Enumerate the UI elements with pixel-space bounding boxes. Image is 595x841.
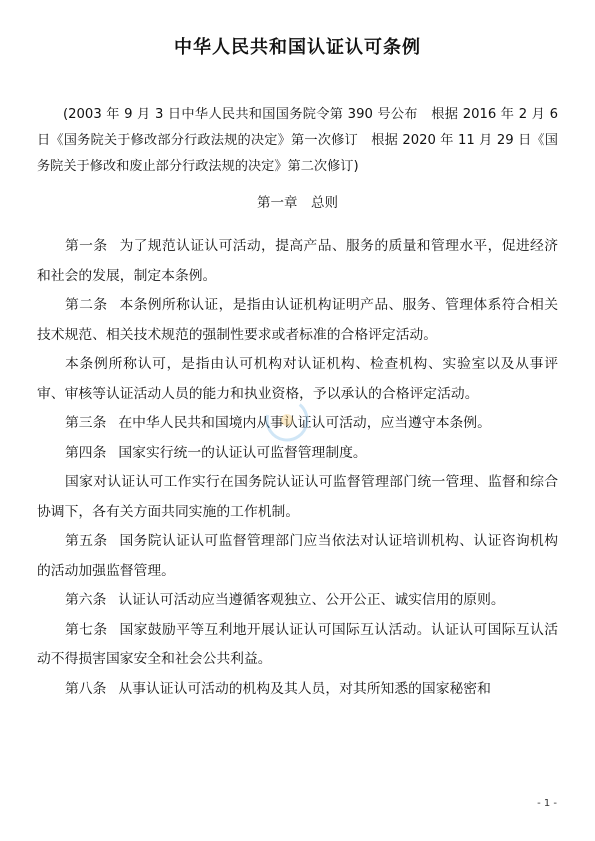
- article-5: [37, 527, 558, 586]
- article-text: 为了规范认证认可活动，提高产品、服务的质量和管理水平，促进经济和社会的发展，制定本条例。: [37, 238, 559, 284]
- article-text: 国家对认证认可工作实行在国务院认证认可监督管理部门统一管理、监督和综合协调下，各有关方面共同实施的工作机制。: [37, 474, 558, 520]
- article-7: [37, 616, 558, 675]
- article-label: 第八条: [65, 680, 107, 697]
- article-text: 国务院认证认可监督管理部门应当依法对认证培训机构、认证咨询机构的活动加强监督管理。: [37, 533, 559, 579]
- article-text: 从事认证认可活动的机构及其人员，对其所知悉的国家秘密和: [118, 680, 491, 697]
- article-1: [37, 232, 558, 291]
- promulgation-note: (2003 年 9 月 3 日中华人民共和国国务院令第 390 号公布 根据 2016 年 2 月 6 日《国务院关于修改部分行政法规的决定》第一次修订 根据 2020 年 11 月 29 日《国务院关于修改和废止部分行政法规的决定》第二次修订): [37, 107, 558, 174]
- page-number: - 1 -: [537, 798, 557, 809]
- article-6: [37, 586, 558, 616]
- article-label: 第七条: [65, 621, 108, 638]
- article-text: 认证认可活动应当遵循客观独立、公开公正、诚实信用的原则。: [118, 592, 505, 608]
- article-text: 国家实行统一的认证认可监督管理制度。: [118, 444, 367, 461]
- article-label: 第六条: [65, 592, 107, 608]
- article-4-paragraph-2: [37, 468, 558, 527]
- article-label: 第五条: [65, 533, 108, 549]
- article-text: 本条例所称认证，是指由认证机构证明产品、服务、管理体系符合相关技术规范、相关技术规范的强制性要求或者标准的合格评定活动。: [37, 297, 559, 343]
- article-8: [37, 675, 558, 705]
- article-label: 第三条: [65, 415, 107, 431]
- article-2: [37, 291, 558, 350]
- article-text: 在中华人民共和国境内从事认证认可活动，应当遵守本条例。: [118, 415, 491, 431]
- article-text: 国家鼓励平等互利地开展认证认可国际互认活动。认证认可国际互认活动不得损害国家安全和社会公共利益。: [37, 621, 559, 667]
- article-label: 第二条: [65, 297, 108, 313]
- article-text: 本条例所称认可，是指由认可机构对认证机构、检查机构、实验室以及从事评审、审核等认证活动人员的能力和执业资格，予以承认的合格评定活动。: [37, 356, 558, 402]
- document-title: 中华人民共和国认证认可条例: [174, 37, 421, 58]
- chapter-heading: 第一章 总则: [257, 195, 338, 211]
- watermark-dot: [279, 412, 296, 429]
- article-label: 第一条: [65, 238, 108, 254]
- article-label: 第四条: [65, 444, 107, 461]
